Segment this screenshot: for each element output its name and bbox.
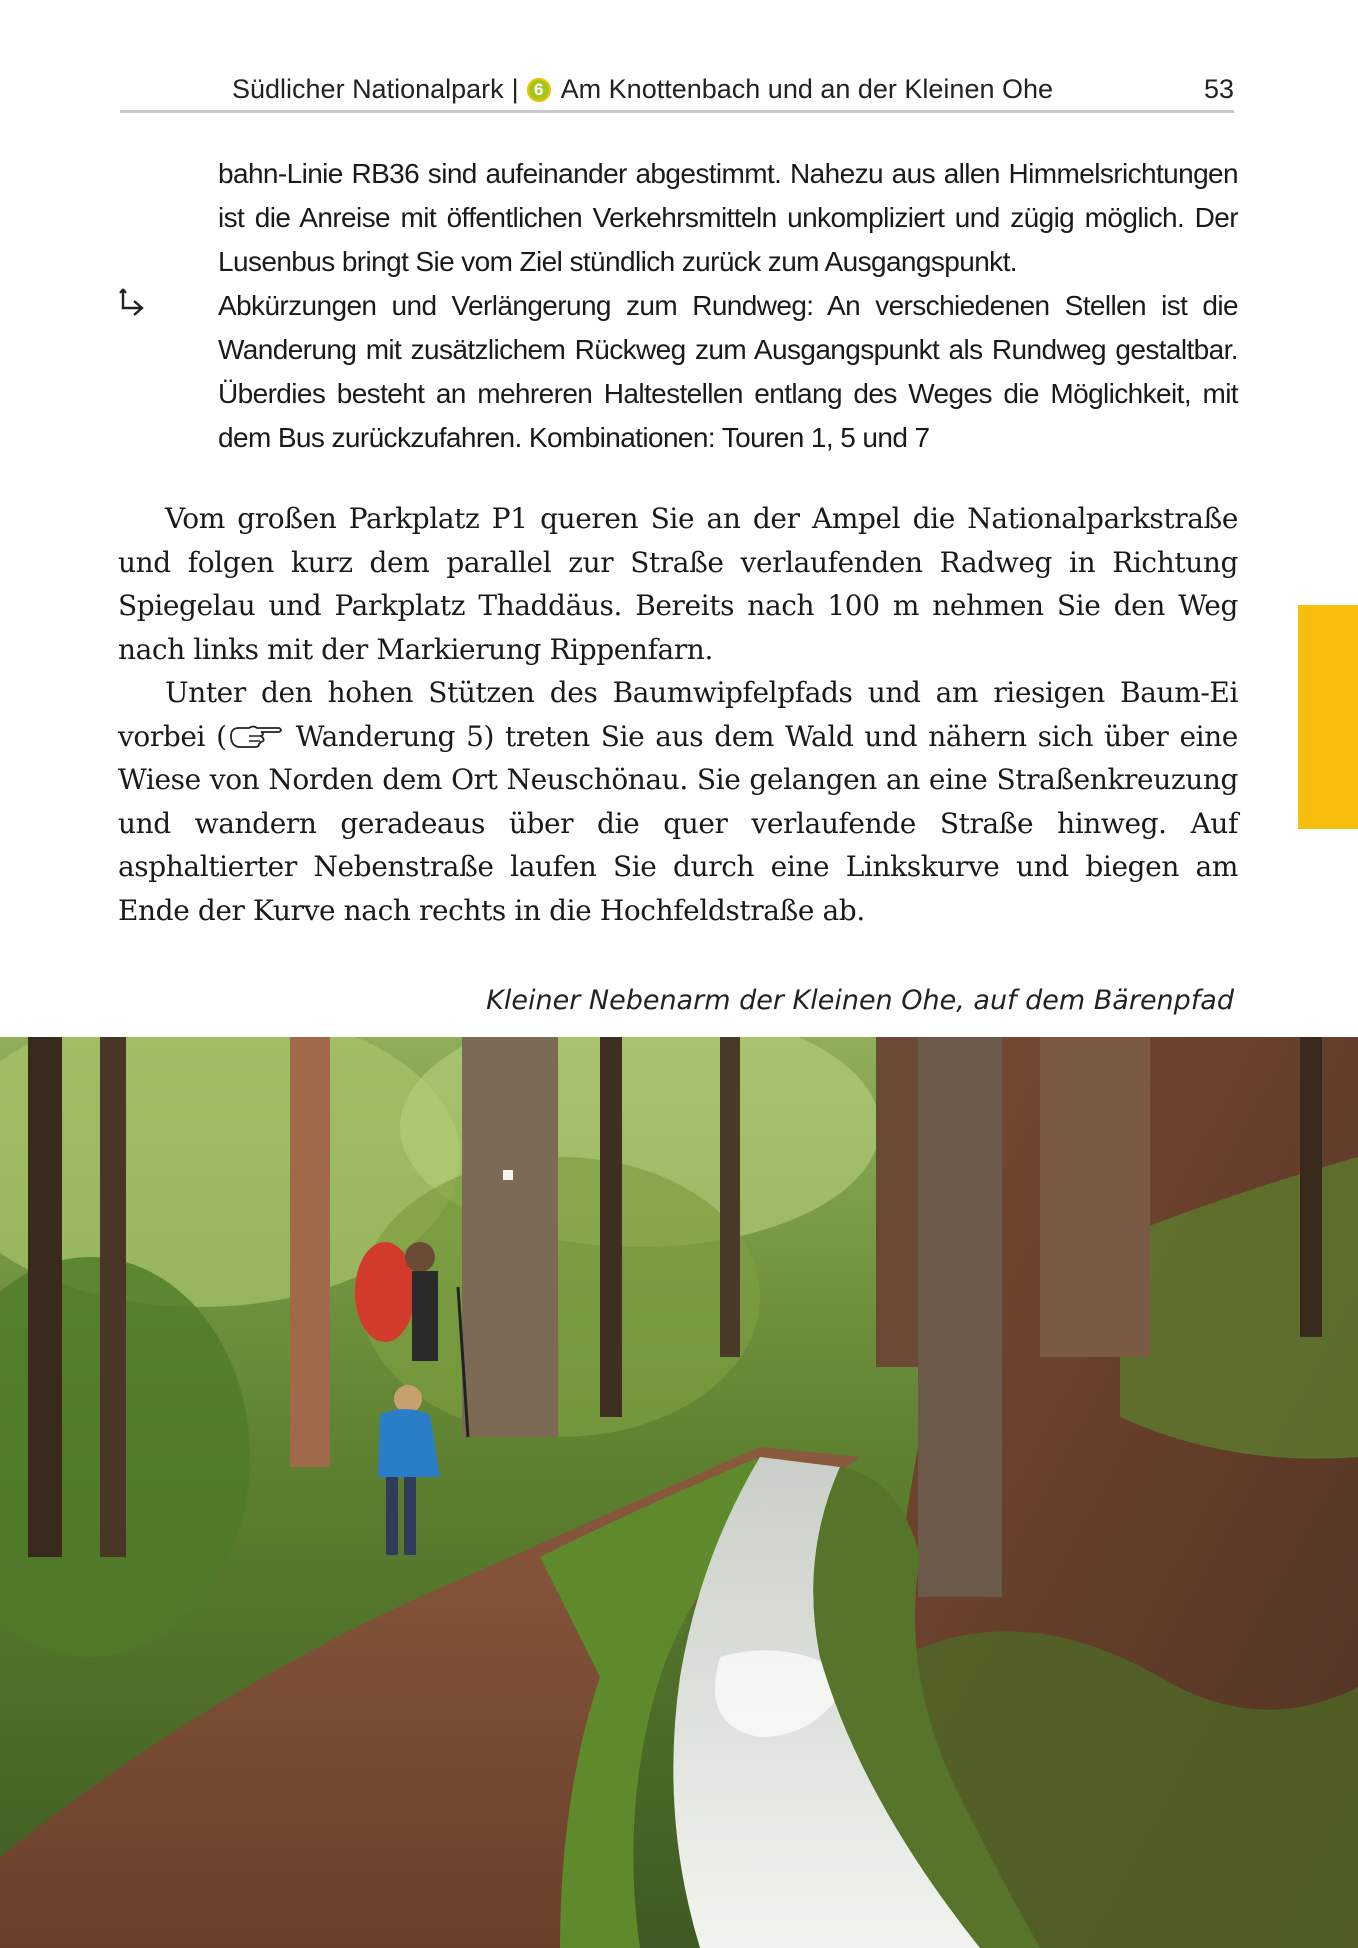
body-paragraph-1: Vom großen Parkplatz P1 queren Sie an der Ampel die Nationalparkstraße und folgen kurz dem parallel zur Straße verlaufenden Radweg in Richtung Spiegelau und Parkplatz Thaddäus. Bereits nach 100 m nehmen Sie den Weg nach links mit der Markierung Rippenfarn. <box>118 502 1238 666</box>
paragraph-2-start: Unter den hohen Stützen des Baumwipfelpfads und am riesigen Baum-Ei vorbei ( <box>118 676 1238 753</box>
forest-stream-photo <box>0 1037 1358 1948</box>
tour-title: Am Knottenbach und an der Kleinen Ohe <box>560 74 1054 104</box>
header-title <box>232 74 1053 105</box>
tour-number-badge: 6 <box>527 78 551 102</box>
info-block <box>218 152 1238 460</box>
page-number: 53 <box>1203 74 1234 104</box>
shortcut-paragraph: Abkürzungen und Verlängerung zum Rundweg: An verschiedenen Stellen ist die Wanderung mit zusätzlichem Rückweg zum Ausgangspunkt als Rundweg gestaltbar. Überdies besteht an mehreren Haltestellen entlang des Weges die Möglichkeit, mit dem Bus zurückzufahren. Kombinationen: Touren 1, 5 und 7 <box>218 290 1238 453</box>
paragraph-2-end: ) treten Sie aus dem Wald und nähern sich über eine Wiese von Norden dem Ort Neuschönau. Sie gelangen an eine Straßenkreuzung und wandern geradeaus über die quer verlaufende Straße hinweg. Auf asphaltierter Nebenstraße laufen Sie durch eine Linkskurve und biegen am Ende der Kurve nach rechts in die Hochfeldstraße ab. <box>118 719 1238 927</box>
transport-paragraph: bahn-Linie RB36 sind aufeinander abgestimmt. Nahezu aus allen Himmelsrichtungen ist die Anreise mit öffentlichen Verkehrsmitteln unkompliziert und zügig möglich. Der Lusenbus bringt Sie vom Ziel stündlich zurück zum Ausgangspunkt. <box>218 158 1238 277</box>
chapter-thumb-tab <box>1298 605 1358 829</box>
pointing-hand-icon <box>227 722 285 750</box>
photo-caption: Kleiner Nebenarm der Kleinen Ohe, auf dem Bärenpfad <box>486 985 1234 1016</box>
body-paragraph-2 <box>118 671 1238 932</box>
route-description <box>118 497 1238 932</box>
header-separator: | <box>511 74 519 104</box>
section-name: Südlicher Nationalpark <box>232 74 504 104</box>
running-header <box>120 70 1234 113</box>
wanderung-reference-link[interactable]: Wanderung 5 <box>295 719 484 753</box>
shortcut-arrow-icon <box>118 286 148 318</box>
forest-scene-illustration <box>0 1037 1358 1948</box>
